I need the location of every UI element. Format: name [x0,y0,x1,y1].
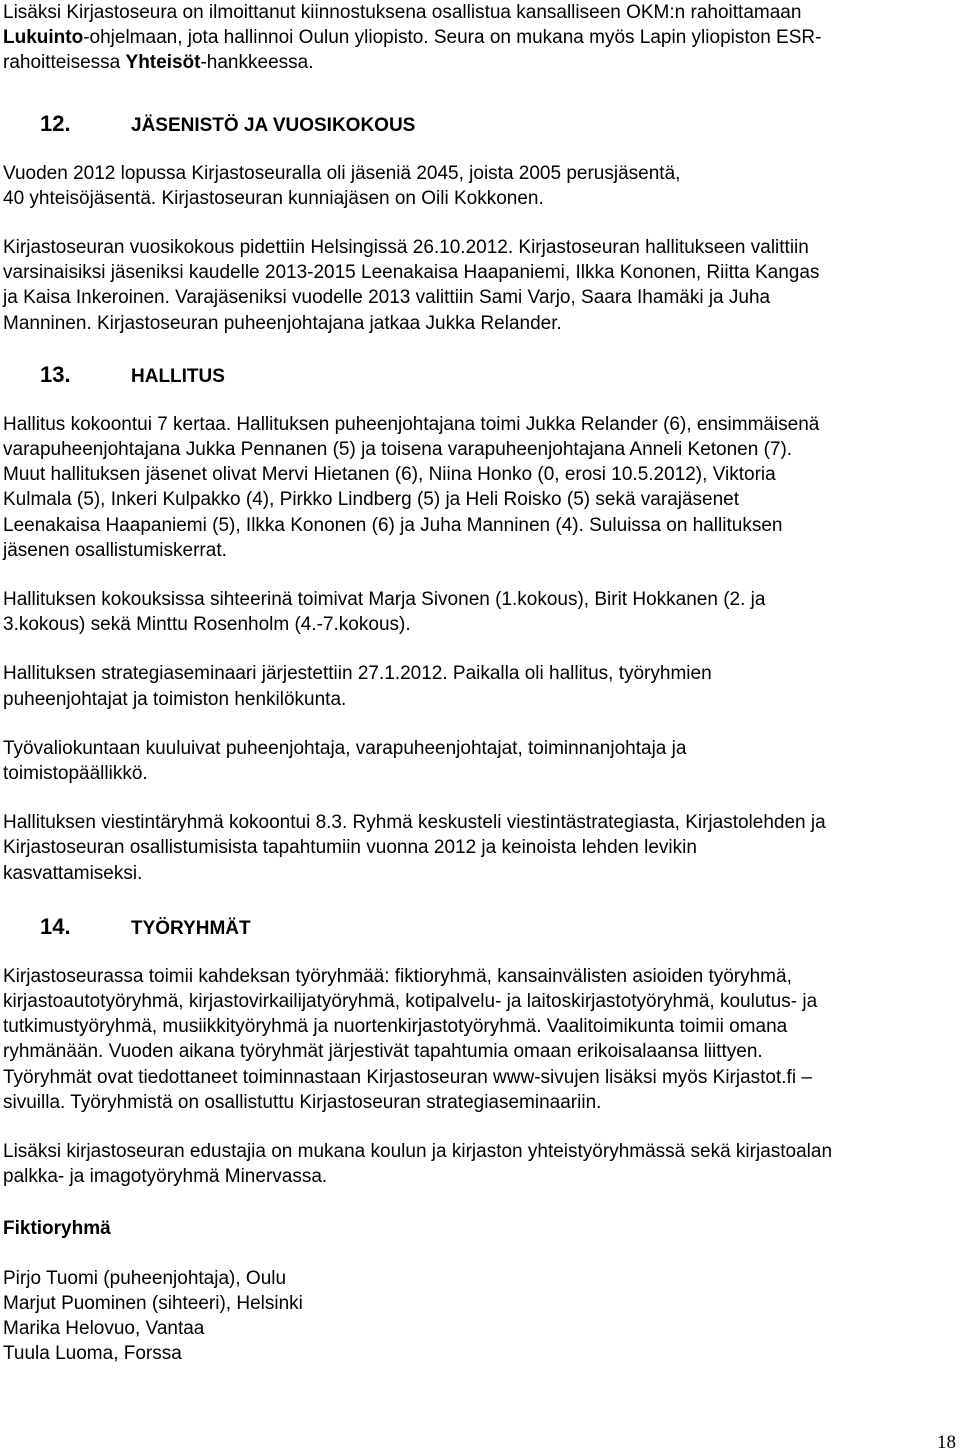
section-12-paragraph-2: Kirjastoseuran vuosikokous pidettiin Helsingissä 26.10.2012. Kirjastoseuran hallitukseen valittiin varsinaisiksi jäseniksi kaudelle 2013-2015 Leenakaisa Haapaniemi, Ilkka Kononen, Riitta Kangas ja Kaisa Inkeroinen. Varajäseniksi vuodelle 2013 valittiin Sami Varjo, Saara Ihamäki ja Juha Manninen. Kirjastoseuran puheenjohtajana jatkaa Jukka Relander. [3,237,820,334]
section-13-heading [3,362,958,388]
member-list-item: Tuula Luoma, Forssa [3,1343,182,1365]
section-12-heading [3,111,958,137]
section-14-paragraph-1: Kirjastoseurassa toimii kahdeksan työryhmää: fiktioryhmä, kansainvälisten asioiden työryhmä, kirjastoautotyöryhmä, kirjastovirkailijatyöryhmä, kotipalvelu- ja laitoskirjastotyöryhmä, koulutus- ja tutkimustyöryhmä, musiikkityöryhmä ja nuortenkirjastotyöryhmä. Vaalitoimikunta toimii omana ryhmänään. Vuoden aikana työryhmät järjestivät tapahtumia omaan erikoisalaansa liittyen. Työryhmät ovat tiedottaneet toiminnastaan Kirjastoseuran www-sivujen lisäksi myös Kirjastot.fi – sivuilla. Työryhmistä on osallistuttu Kirjastoseuran strategiaseminaariin. [3,965,818,1113]
fiktioryhma-heading: Fiktioryhmä [3,1217,111,1239]
intro-text-c: -hankkeessa. [200,52,314,74]
intro-paragraph [3,0,958,76]
section-14-paragraph-2: Lisäksi kirjastoseuran edustajia on mukana koulun ja kirjaston yhteistyöryhmässä sekä kirjastoalan palkka- ja imagotyöryhmä Minervassa. [3,1141,833,1188]
member-list-item: Marika Helovuo, Vantaa [3,1318,205,1340]
fiktioryhma-member-list [3,1266,958,1367]
section-13-paragraph-1: Hallitus kokoontui 7 kertaa. Hallituksen puheenjohtajana toimi Jukka Relander (6), ensimmäisenä varapuheenjohtajana Jukka Pennanen (5) ja toisena varapuheenjohtajana Anneli Ketonen (7). Muut hallituksen jäsenet olivat Mervi Hietanen (6), Niina Honko (0, erosi 10.5.2012), Viktoria Kulmala (5), Inkeri Kulpakko (4), Pirkko Lindberg (5) ja Heli Roisko (5) sekä varajäsenet Leenakaisa Haapaniemi (5), Ilkka Kononen (6) ja Juha Manninen (4). Suluissa on hallituksen jäsenen osallistumiskerrat. [3,413,820,561]
section-12-paragraph-1: Vuoden 2012 lopussa Kirjastoseuralla oli jäseniä 2045, joista 2005 perusjäsentä, 40 yhteisöjäsentä. Kirjastoseuran kunniajäsen on Oili Kokkonen. [3,162,681,209]
section-13-number: 13. [40,361,71,387]
section-14-number: 14. [40,913,71,939]
section-13-paragraph-2: Hallituksen kokouksissa sihteerinä toimivat Marja Sivonen (1.kokous), Birit Hokkanen (2. ja 3.kokous) sekä Minttu Rosenholm (4.-7.kokous). [3,589,766,636]
section-14-title: TYÖRYHMÄT [131,917,251,939]
section-12-number: 12. [40,110,71,136]
lukuinto-term: Lukuinto [3,27,84,49]
section-13-paragraph-3: Hallituksen strategiaseminaari järjestettiin 27.1.2012. Paikalla oli hallitus, työryhmien puheenjohtajat ja toimiston henkilökunta. [3,663,712,710]
member-list-item: Marjut Puominen (sihteeri), Helsinki [3,1292,303,1314]
page-number: 18 [937,1432,956,1453]
section-13-paragraph-5: Hallituksen viestintäryhmä kokoontui 8.3. Ryhmä keskusteli viestintästrategiasta, Kirjastolehden ja Kirjastoseuran osallistumisista tapahtumiin vuonna 2012 ja keinoista lehden levikin kasvattamiseksi. [3,812,826,884]
member-list-item: Pirjo Tuomi (puheenjohtaja), Oulu [3,1267,287,1289]
section-13-paragraph-4: Työvaliokuntaan kuuluivat puheenjohtaja, varapuheenjohtajat, toiminnanjohtaja ja toimistopäällikkö. [3,737,687,785]
intro-text-a: Lisäksi Kirjastoseura on ilmoittanut kiinnostuksena osallistua kansalliseen OKM:n rahoittamaan [3,2,802,23]
intro-text-b: -ohjelmaan, jota hallinnoi Oulun yliopisto. Seura on mukana myös Lapin yliopiston ESR- rahoitteisessa [3,27,822,74]
yhteisot-term: Yhteisöt [125,52,201,74]
section-14-heading [3,914,958,940]
section-12-title: JÄSENISTÖ JA VUOSIKOKOUS [131,114,416,136]
document-page [3,0,958,1367]
section-13-title: HALLITUS [131,365,225,387]
